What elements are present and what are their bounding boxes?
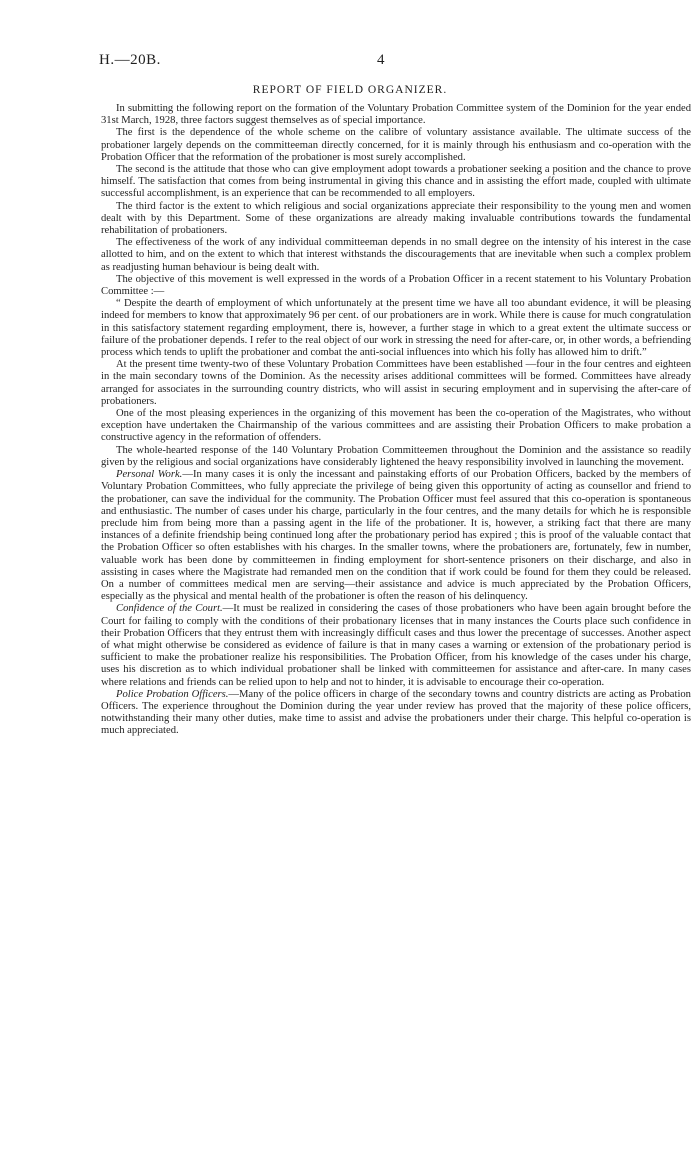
paragraph-text: At the present time twenty-two of these Voluntary Probation Committees have been established —four in the four centres and eighteen in the main secondary towns of the Dominion. As the necessity arises additional committees will be formed. Committees have already arranged for associates in the surrounding country districts, who will assist in securing employment and in supervising the after-care of probationers. <box>101 359 691 407</box>
paragraph <box>101 445 691 469</box>
paragraph <box>101 603 691 688</box>
paragraph-text: The effectiveness of the work of any individual committeeman depends in no small degree on the intensity of his interest in the case allotted to him, and on the extent to which that interest withstands the discouragements that are inevitable when such a complex problem as readjusting human behaviour is being dealt with. <box>101 237 691 273</box>
paragraph-text: The first is the dependence of the whole scheme on the calibre of voluntary assistance available. The ultimate success of the probationer largely depends on the committeeman directly concerned, for it is mainly through his enthusiasm and co-operation with the Probation Officer that the reformation of the probationer is most surely accomplished. <box>101 127 691 163</box>
document-reference: H.—20B. <box>99 52 161 68</box>
paragraph-text: “ Despite the dearth of employment of which unfortunately at the present time we have all too abundant evidence, it will be pleasing indeed for members to know that approximately 96 per cent. of our probationers are in work. While there is cause for much congratulation in this satisfactory statement regarding employment, there is, however, a further stage in which to a great extent the ultimate success or failure of the probationer depends. I refer to the real object of our work in stressing the need for after-care, or, in other words, a befriending process which tends to uplift the probationer and combat the anti-social influences into which his folly has allowed him to drift.” <box>101 298 691 359</box>
paragraph <box>101 274 691 298</box>
paragraph <box>101 408 691 445</box>
report-body <box>101 103 691 738</box>
paragraph-heading: Police Probation Officers. <box>116 688 229 700</box>
paragraph <box>101 237 691 274</box>
page-header <box>0 52 700 72</box>
paragraph <box>101 164 691 201</box>
paragraph <box>101 469 691 603</box>
paragraph-text: —In many cases it is only the incessant and painstaking efforts of our Probation Officers, backed by the members of Voluntary Probation Committees, who fully appreciate the privilege of being given this opportunity of acting as counsellor and friend to the probationer, can save the individual for the community. The Probation Officer must feel assured that this co-operation is spontaneous and enthusiastic. The number of cases under his charge, particularly in the four centres, and the many details for which he is responsible preclude him from being more than a passing agent in the life of the probationer. It is, however, a striking fact that there are many instances of a definite friendship being continued long after the probationary period has expired ; this is proof of the valuable contact that the Probation Officer so often establishes with his charges. In the smaller towns, where the probationers are, fortunately, few in number, valuable work has been done by committeemen in finding employment for short-sentence prisoners on their discharge, and also in assisting in cases where the Magistrate had remanded men on the condition that if work could be found for them they could be released. On a number of committees medical men are serving—their assistance and advice is much appreciated by the Probation Officers, especially as the physical and mental health of the probationer is often the reason of his delinquency. <box>101 469 691 603</box>
paragraph-text: The second is the attitude that those who can give employment adopt towards a probationer seeking a position and the chance to prove himself. The satisfaction that comes from being instrumental in giving this chance and in assisting the effort made, coupled with ultimate successful accomplishment, is an experience that can be recommended to all employers. <box>101 164 691 200</box>
paragraph-text: —Many of the police officers in charge of the secondary towns and country districts are acting as Probation Officers. The experience throughout the Dominion during the year under review has proved that the majority of these police officers, notwithstanding their many other duties, make time to assist and advise the probationers under their charge. This helpful co-operation is much appreciated. <box>101 688 691 737</box>
paragraph-text: The whole-hearted response of the 140 Voluntary Probation Committeemen throughout the Dominion and the assistance so readily given by the religious and social organizations have considerably lightened the heavy responsibility involved in launching the movement. <box>101 444 691 468</box>
paragraph-text: The objective of this movement is well expressed in the words of a Probation Officer in a recent statement to his Voluntary Probation Committee :— <box>101 273 691 298</box>
paragraph-heading: Personal Work. <box>116 469 183 481</box>
paragraph <box>101 689 691 738</box>
paragraph <box>101 359 691 408</box>
paragraph <box>101 201 691 238</box>
page-number: 4 <box>377 52 385 68</box>
paragraph-text: One of the most pleasing experiences in the organizing of this movement has been the co-operation of the Magistrates, who without exception have undertaken the Chairmanship of the various committees and are assisting their Probation Officers to make probation a constructive agency in the reformation of offenders. <box>101 408 691 444</box>
paragraph <box>101 103 691 127</box>
paragraph <box>101 127 691 164</box>
paragraph-text: —It must be realized in considering the cases of those probationers who have been again brought before the Court for failing to comply with the conditions of their probationary licenses that in many instances the Courts place such confidence in their Probation Officers that they entrust them with increasingly difficult cases and thus lower the precentage of successes. Another aspect of what might otherwise be considered as evidence of failure is that in many cases a warning or extension of the probationary period is sufficient to make the probationer realize his responsibilities. The Probation Officer, from his knowledge of the cases under his charge, uses his discretion as to which individual probationer shall be linked with committeemen for assistance and after-care. In many cases where relations and friends can be relied upon to help and not to hinder, it is advisable to encourage their co-operation. <box>101 603 691 688</box>
paragraph-heading: Confidence of the Court. <box>116 603 223 615</box>
report-title: REPORT OF FIELD ORGANIZER. <box>252 84 448 96</box>
quoted-paragraph <box>101 298 691 359</box>
paragraph-text: In submitting the following report on the formation of the Voluntary Probation Committee system of the Dominion for the year ended 31st March, 1928, three factors suggest themselves as of special importance. <box>101 103 691 127</box>
paragraph-text: The third factor is the extent to which religious and social organizations appreciate their responsibility to the young men and women dealt with by this Department. Some of these organizations are already making invaluable contributions towards the fundamental rehabilitation of probationers. <box>101 200 691 237</box>
